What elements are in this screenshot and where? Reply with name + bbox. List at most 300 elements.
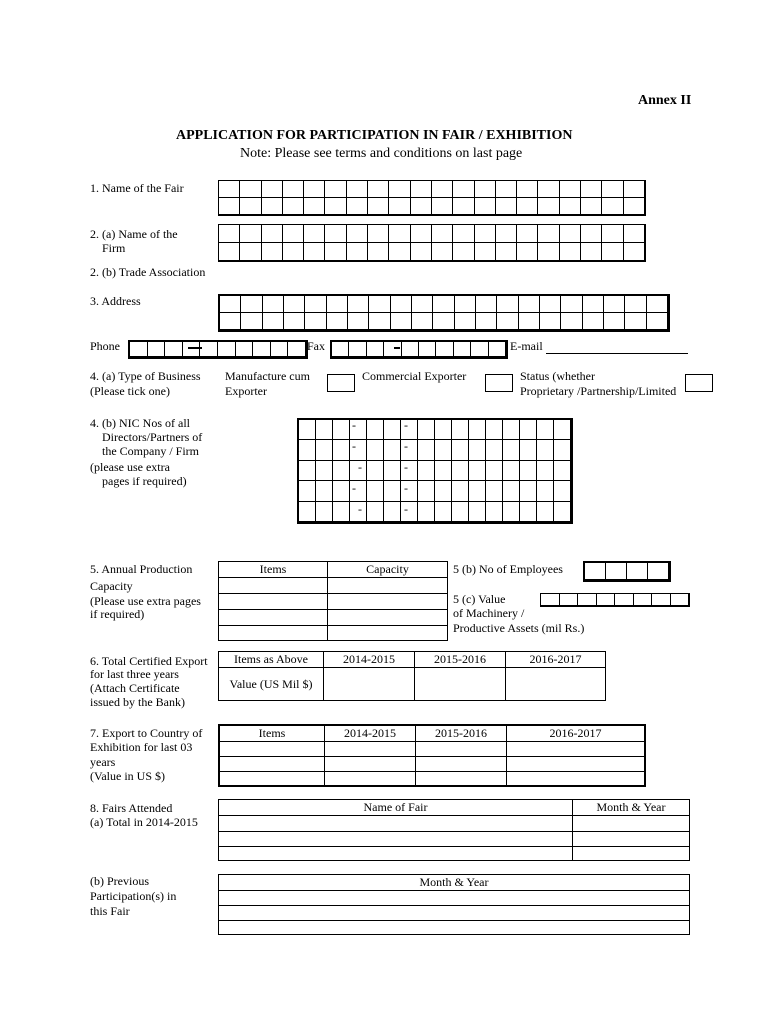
table-cell[interactable] [416, 741, 507, 756]
char-box[interactable] [435, 502, 452, 522]
char-box[interactable] [648, 563, 669, 580]
table-cell[interactable] [219, 594, 328, 610]
char-box[interactable] [560, 594, 579, 606]
machinery-boxes[interactable] [540, 593, 690, 607]
char-box[interactable] [554, 502, 571, 522]
char-box[interactable] [348, 313, 369, 330]
char-box[interactable] [332, 342, 349, 357]
char-box[interactable] [284, 313, 305, 330]
char-box[interactable] [560, 181, 581, 198]
phone-boxes[interactable] [128, 340, 308, 359]
char-box[interactable] [537, 481, 554, 501]
char-box[interactable] [316, 481, 333, 501]
q7-label-3: years [90, 755, 116, 769]
char-box[interactable] [299, 440, 316, 460]
char-box[interactable] [454, 342, 471, 357]
char-box[interactable] [602, 225, 623, 243]
char-box[interactable] [604, 313, 625, 330]
q4b-label-4: (please use extra [90, 460, 170, 474]
char-box[interactable] [520, 440, 537, 460]
char-box[interactable] [283, 243, 304, 261]
char-box[interactable] [418, 420, 435, 440]
char-box[interactable] [333, 481, 350, 501]
char-box[interactable] [367, 502, 384, 522]
nic-boxes[interactable] [297, 418, 573, 524]
char-box[interactable] [304, 225, 325, 243]
char-box[interactable] [624, 243, 645, 261]
char-box[interactable] [299, 420, 316, 440]
char-box[interactable] [347, 181, 368, 198]
char-box[interactable] [384, 461, 401, 481]
char-box[interactable] [299, 481, 316, 501]
char-box[interactable] [432, 225, 453, 243]
char-box[interactable] [471, 342, 488, 357]
char-box[interactable] [538, 243, 559, 261]
email-line[interactable] [546, 339, 688, 354]
char-box[interactable] [435, 461, 452, 481]
table-cell[interactable] [573, 847, 690, 861]
char-box[interactable] [486, 502, 503, 522]
char-box[interactable] [435, 420, 452, 440]
char-box[interactable] [578, 594, 597, 606]
q1-label: 1. Name of the Fair [90, 181, 184, 195]
address-boxes[interactable] [218, 294, 670, 332]
char-box[interactable] [411, 198, 432, 215]
char-box[interactable] [304, 181, 325, 198]
char-box[interactable] [284, 296, 305, 313]
char-box[interactable] [384, 440, 401, 460]
q7-label: 7. Export to Country of [90, 726, 203, 740]
char-box[interactable] [412, 313, 433, 330]
char-box[interactable] [455, 296, 476, 313]
table-cell[interactable] [219, 626, 328, 641]
char-box[interactable] [333, 440, 350, 460]
char-box[interactable] [219, 243, 240, 261]
char-box[interactable] [347, 198, 368, 215]
char-box[interactable] [517, 225, 538, 243]
char-box[interactable] [327, 296, 348, 313]
char-box[interactable] [469, 461, 486, 481]
char-box[interactable] [517, 243, 538, 261]
table-cell[interactable] [507, 741, 646, 756]
opt-manufacture-label: Manufacture cum [225, 369, 310, 383]
opt-manufacture-label-2: Exporter [225, 384, 267, 398]
char-box[interactable] [581, 181, 602, 198]
char-box[interactable] [453, 181, 474, 198]
char-box[interactable] [496, 198, 517, 215]
q6-label: 6. Total Certified Export [90, 654, 208, 668]
char-box[interactable] [436, 342, 453, 357]
char-box[interactable] [236, 342, 254, 357]
char-box[interactable] [241, 296, 262, 313]
char-box[interactable] [520, 420, 537, 440]
table-cell[interactable] [219, 832, 573, 847]
char-box[interactable] [316, 461, 333, 481]
char-box[interactable] [475, 198, 496, 215]
char-box[interactable] [585, 563, 606, 580]
char-box[interactable] [347, 243, 368, 261]
char-box[interactable] [299, 461, 316, 481]
char-box[interactable] [496, 225, 517, 243]
char-box[interactable] [469, 440, 486, 460]
q5-label-2: Capacity [90, 579, 133, 593]
page-title: APPLICATION FOR PARTICIPATION IN FAIR / EXHIBITION [176, 128, 573, 143]
table-cell[interactable] [416, 771, 507, 786]
char-box[interactable] [455, 313, 476, 330]
char-box[interactable] [333, 420, 350, 440]
char-box[interactable] [615, 594, 634, 606]
char-box[interactable] [581, 198, 602, 215]
char-box[interactable] [453, 243, 474, 261]
char-box[interactable] [475, 181, 496, 198]
char-box[interactable] [389, 243, 410, 261]
char-box[interactable] [583, 313, 604, 330]
col-year: 2015-2016 [415, 652, 506, 668]
char-box[interactable] [452, 440, 469, 460]
char-box[interactable] [540, 313, 561, 330]
char-box[interactable] [299, 502, 316, 522]
char-box[interactable] [435, 440, 452, 460]
char-box[interactable] [538, 198, 559, 215]
char-box[interactable] [183, 342, 201, 357]
char-box[interactable] [325, 243, 346, 261]
char-box[interactable] [384, 342, 401, 357]
table-cell[interactable] [219, 741, 325, 756]
char-box[interactable] [367, 342, 384, 357]
char-box[interactable] [253, 342, 271, 357]
char-box[interactable] [647, 296, 668, 313]
table-cell[interactable] [219, 921, 690, 935]
table-cell[interactable] [219, 847, 573, 861]
char-box[interactable] [316, 440, 333, 460]
char-box[interactable] [369, 313, 390, 330]
char-box[interactable] [433, 313, 454, 330]
char-box[interactable] [538, 181, 559, 198]
q5b-label: 5 (b) No of Employees [453, 562, 563, 576]
char-box[interactable] [581, 225, 602, 243]
q8-label-2: (a) Total in 2014-2015 [90, 815, 198, 829]
char-box[interactable] [411, 225, 432, 243]
char-box[interactable] [537, 420, 554, 440]
char-box[interactable] [368, 243, 389, 261]
char-box[interactable] [369, 296, 390, 313]
char-box[interactable] [520, 461, 537, 481]
char-box[interactable] [486, 481, 503, 501]
table-cell[interactable] [324, 668, 415, 701]
char-box[interactable] [325, 225, 346, 243]
char-box[interactable] [602, 243, 623, 261]
char-box[interactable] [432, 181, 453, 198]
char-box[interactable] [647, 313, 668, 330]
char-box[interactable] [627, 563, 648, 580]
col-year: 2015-2016 [416, 725, 507, 741]
char-box[interactable] [418, 440, 435, 460]
table-cell[interactable] [506, 668, 606, 701]
char-box[interactable] [652, 594, 671, 606]
char-box[interactable] [503, 461, 520, 481]
col-year: 2016-2017 [506, 652, 606, 668]
char-box[interactable] [561, 296, 582, 313]
char-box[interactable] [347, 225, 368, 243]
char-box[interactable] [391, 296, 412, 313]
char-box[interactable] [475, 243, 496, 261]
char-box[interactable] [435, 481, 452, 501]
char-box[interactable] [486, 440, 503, 460]
char-box[interactable] [419, 342, 436, 357]
table-cell[interactable] [328, 578, 448, 594]
char-box[interactable] [583, 296, 604, 313]
char-box[interactable] [368, 225, 389, 243]
char-box[interactable] [220, 313, 241, 330]
char-box[interactable] [316, 420, 333, 440]
char-box[interactable] [469, 420, 486, 440]
char-box[interactable] [489, 342, 506, 357]
q6-label-3: (Attach Certificate [90, 681, 180, 695]
char-box[interactable] [200, 342, 218, 357]
char-box[interactable] [240, 198, 261, 215]
char-box[interactable] [671, 594, 690, 606]
char-box[interactable] [432, 243, 453, 261]
char-box[interactable] [537, 440, 554, 460]
char-box[interactable] [240, 225, 261, 243]
char-box[interactable] [389, 225, 410, 243]
char-box[interactable] [411, 181, 432, 198]
char-box[interactable] [519, 296, 540, 313]
q5-label-4: if required) [90, 607, 145, 621]
q4a-label-2: (Please tick one) [90, 384, 170, 398]
char-box[interactable] [554, 461, 571, 481]
char-box[interactable] [486, 461, 503, 481]
char-box[interactable] [304, 198, 325, 215]
status-checkbox[interactable] [685, 374, 713, 392]
char-box[interactable] [497, 296, 518, 313]
char-box[interactable] [391, 313, 412, 330]
char-box[interactable] [165, 342, 183, 357]
table-cell[interactable] [219, 756, 325, 771]
char-box[interactable] [384, 502, 401, 522]
char-box[interactable] [263, 296, 284, 313]
table-cell[interactable] [328, 626, 448, 641]
char-box[interactable] [602, 198, 623, 215]
table-cell[interactable] [325, 771, 416, 786]
char-box[interactable] [496, 243, 517, 261]
char-box[interactable] [453, 198, 474, 215]
char-box[interactable] [305, 296, 326, 313]
col-month-year: Month & Year [219, 875, 690, 891]
char-box[interactable] [384, 420, 401, 440]
char-box[interactable] [333, 502, 350, 522]
firm-name-boxes[interactable] [218, 224, 646, 262]
char-box[interactable] [624, 198, 645, 215]
char-box[interactable] [283, 198, 304, 215]
char-box[interactable] [325, 198, 346, 215]
char-box[interactable] [219, 181, 240, 198]
char-box[interactable] [560, 225, 581, 243]
char-box[interactable] [602, 181, 623, 198]
char-box[interactable] [240, 243, 261, 261]
char-box[interactable] [554, 481, 571, 501]
char-box[interactable] [624, 225, 645, 243]
commercial-checkbox[interactable] [485, 374, 513, 392]
char-box[interactable] [418, 502, 435, 522]
char-box[interactable] [625, 313, 646, 330]
table-cell[interactable] [328, 610, 448, 626]
char-box[interactable] [503, 440, 520, 460]
char-box[interactable] [348, 296, 369, 313]
table-cell[interactable] [219, 578, 328, 594]
char-box[interactable] [452, 420, 469, 440]
char-box[interactable] [418, 461, 435, 481]
char-box[interactable] [475, 225, 496, 243]
char-box[interactable] [219, 225, 240, 243]
nic-dash: - [352, 418, 356, 432]
fair-name-boxes[interactable] [218, 180, 646, 216]
employees-boxes[interactable] [583, 561, 671, 582]
char-box[interactable] [561, 313, 582, 330]
char-box[interactable] [469, 481, 486, 501]
char-box[interactable] [519, 313, 540, 330]
char-box[interactable] [554, 440, 571, 460]
char-box[interactable] [220, 296, 241, 313]
country-export-table [218, 724, 646, 787]
char-box[interactable] [219, 198, 240, 215]
char-box[interactable] [262, 198, 283, 215]
char-box[interactable] [271, 342, 289, 357]
nic-dash: - [352, 439, 356, 453]
char-box[interactable] [218, 342, 236, 357]
char-box[interactable] [606, 563, 627, 580]
manufacture-checkbox[interactable] [327, 374, 355, 392]
char-box[interactable] [240, 181, 261, 198]
char-box[interactable] [368, 181, 389, 198]
char-box[interactable] [554, 420, 571, 440]
char-box[interactable] [349, 342, 366, 357]
nic-dash: - [404, 439, 408, 453]
q5c-label: 5 (c) Value [453, 592, 506, 606]
char-box[interactable] [540, 296, 561, 313]
char-box[interactable] [148, 342, 166, 357]
char-box[interactable] [367, 481, 384, 501]
table-cell[interactable] [416, 756, 507, 771]
char-box[interactable] [262, 181, 283, 198]
table-cell[interactable] [219, 906, 690, 921]
char-box[interactable] [560, 198, 581, 215]
nic-dash: - [358, 460, 362, 474]
char-box[interactable] [520, 481, 537, 501]
q8b-label-3: this Fair [90, 904, 130, 918]
char-box[interactable] [452, 481, 469, 501]
char-box[interactable] [327, 313, 348, 330]
char-box[interactable] [486, 420, 503, 440]
char-box[interactable] [325, 181, 346, 198]
q3-label: 3. Address [90, 294, 141, 308]
char-box[interactable] [597, 594, 616, 606]
char-box[interactable] [452, 502, 469, 522]
q5c-label-2: of Machinery / [453, 606, 525, 620]
q2b-label: 2. (b) Trade Association [90, 265, 206, 279]
char-box[interactable] [537, 502, 554, 522]
char-box[interactable] [537, 461, 554, 481]
char-box[interactable] [503, 420, 520, 440]
char-box[interactable] [412, 296, 433, 313]
table-cell[interactable] [328, 594, 448, 610]
char-box[interactable] [316, 502, 333, 522]
char-box[interactable] [496, 181, 517, 198]
char-box[interactable] [367, 420, 384, 440]
char-box[interactable] [625, 296, 646, 313]
char-box[interactable] [402, 342, 419, 357]
char-box[interactable] [581, 243, 602, 261]
char-box[interactable] [418, 481, 435, 501]
col-items: Items [219, 725, 325, 741]
char-box[interactable] [333, 461, 350, 481]
char-box[interactable] [384, 481, 401, 501]
char-box[interactable] [263, 313, 284, 330]
char-box[interactable] [368, 198, 389, 215]
table-cell[interactable] [219, 771, 325, 786]
col-items: Items [219, 562, 328, 578]
table-cell[interactable] [219, 816, 573, 832]
char-box[interactable] [433, 296, 454, 313]
char-box[interactable] [241, 313, 262, 330]
table-cell[interactable] [219, 610, 328, 626]
char-box[interactable] [262, 243, 283, 261]
char-box[interactable] [503, 481, 520, 501]
char-box[interactable] [283, 225, 304, 243]
table-cell[interactable] [573, 816, 690, 832]
char-box[interactable] [452, 461, 469, 481]
table-cell[interactable] [573, 832, 690, 847]
char-box[interactable] [604, 296, 625, 313]
char-box[interactable] [288, 342, 306, 357]
char-box[interactable] [517, 181, 538, 198]
char-box[interactable] [541, 594, 560, 606]
char-box[interactable] [497, 313, 518, 330]
char-box[interactable] [262, 225, 283, 243]
char-box[interactable] [389, 181, 410, 198]
char-box[interactable] [520, 502, 537, 522]
table-cell[interactable] [325, 756, 416, 771]
char-box[interactable] [503, 502, 520, 522]
char-box[interactable] [304, 243, 325, 261]
char-box[interactable] [432, 198, 453, 215]
table-cell[interactable] [325, 741, 416, 756]
char-box[interactable] [476, 313, 497, 330]
char-box[interactable] [517, 198, 538, 215]
char-box[interactable] [389, 198, 410, 215]
char-box[interactable] [560, 243, 581, 261]
table-cell[interactable] [507, 771, 646, 786]
char-box[interactable] [538, 225, 559, 243]
char-box[interactable] [624, 181, 645, 198]
char-box[interactable] [367, 461, 384, 481]
char-box[interactable] [305, 313, 326, 330]
char-box[interactable] [469, 502, 486, 522]
char-box[interactable] [130, 342, 148, 357]
q4b-label-5: pages if required) [102, 474, 187, 488]
fax-boxes[interactable] [330, 340, 508, 359]
char-box[interactable] [634, 594, 653, 606]
char-box[interactable] [476, 296, 497, 313]
table-cell[interactable] [219, 891, 690, 906]
table-cell[interactable] [507, 756, 646, 771]
email-label: E-mail [510, 339, 543, 353]
char-box[interactable] [283, 181, 304, 198]
table-cell[interactable] [415, 668, 506, 701]
char-box[interactable] [367, 440, 384, 460]
char-box[interactable] [411, 243, 432, 261]
char-box[interactable] [453, 225, 474, 243]
